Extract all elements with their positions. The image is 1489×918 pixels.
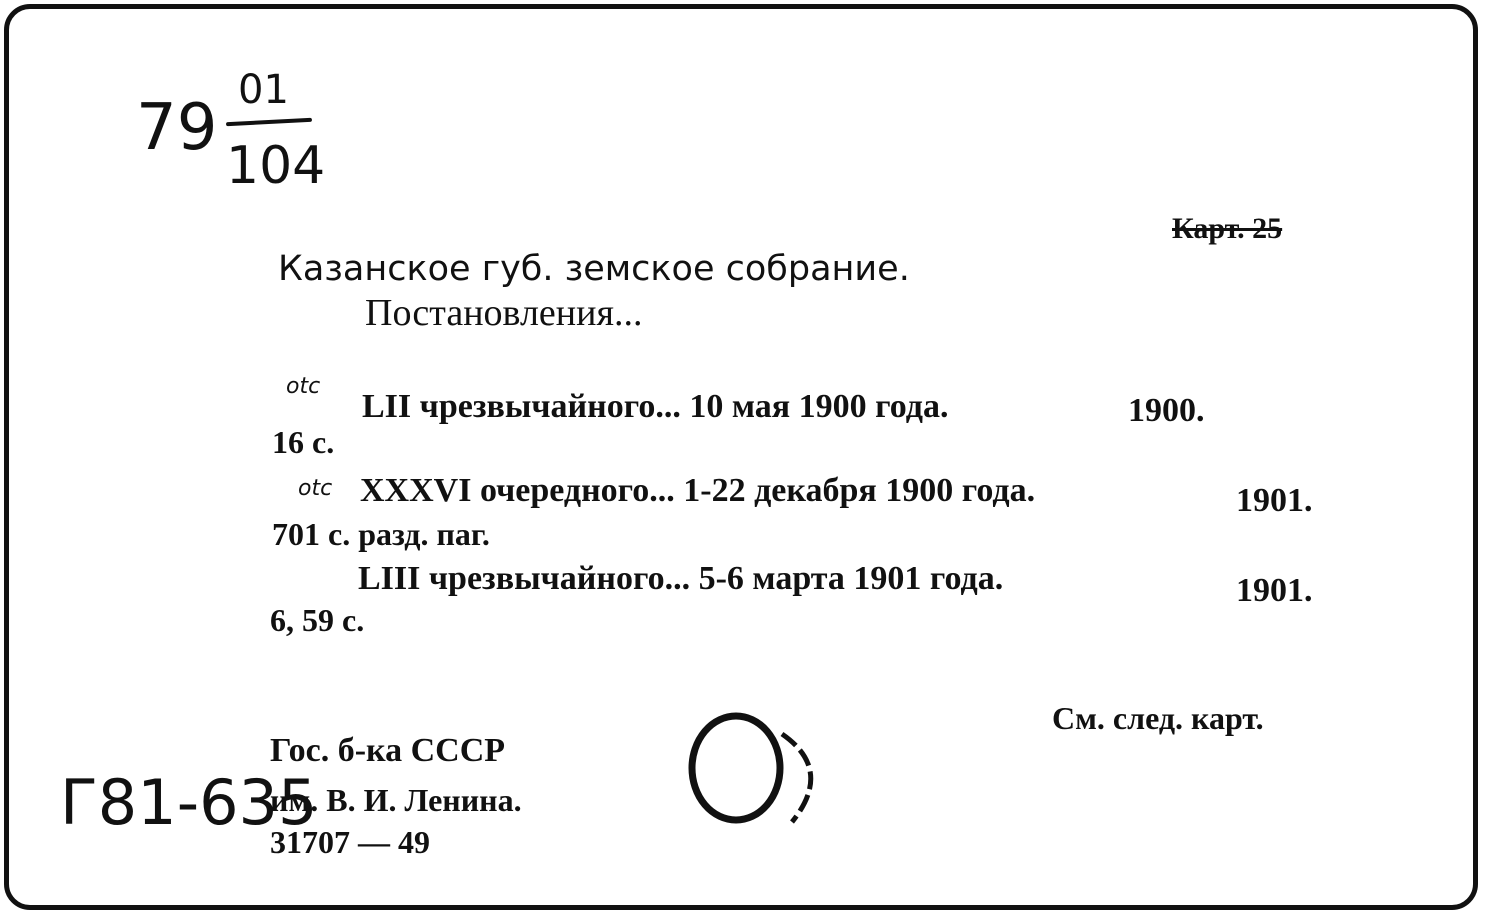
library-line-1: Гос. б-ка СССР — [270, 732, 506, 769]
entry-year: 1901. — [1236, 572, 1313, 609]
entry-year: 1900. — [1128, 392, 1205, 429]
punch-hole-stamp — [684, 700, 854, 840]
entry-title: XXXVI очередного... 1-22 декабря 1900 года. — [360, 472, 1036, 509]
library-line-3: 31707 — 49 — [270, 824, 430, 860]
entry-title: LIII чрезвычайного... 5-6 марта 1901 года. — [358, 560, 1004, 597]
card-number: Карт. 25 — [1172, 212, 1283, 245]
subheading: Постановления... — [365, 292, 643, 334]
see-next-card: См. след. карт. — [1052, 700, 1264, 736]
entry-year: 1901. — [1236, 482, 1313, 519]
entry-title: LII чрезвычайного... 10 мая 1900 года. — [362, 388, 949, 425]
shelf-mark-numerator: 01 — [238, 67, 289, 113]
heading: Казанское губ. земское собрание. — [278, 249, 910, 289]
entry-pages: 16 с. — [272, 424, 335, 460]
shelf-mark-main: 79 — [136, 91, 218, 165]
shelf-mark-denominator: 104 — [226, 136, 326, 196]
entry-pages: 6, 59 с. — [270, 602, 365, 638]
handwritten-mark-otc: otc — [298, 476, 333, 501]
handwritten-mark-otc: otc — [286, 374, 321, 399]
entry-pages: 701 с. разд. паг. — [272, 516, 490, 552]
library-line-2: им. В. И. Ленина. — [270, 782, 522, 818]
handwritten-code: Г81-635 — [60, 766, 318, 839]
